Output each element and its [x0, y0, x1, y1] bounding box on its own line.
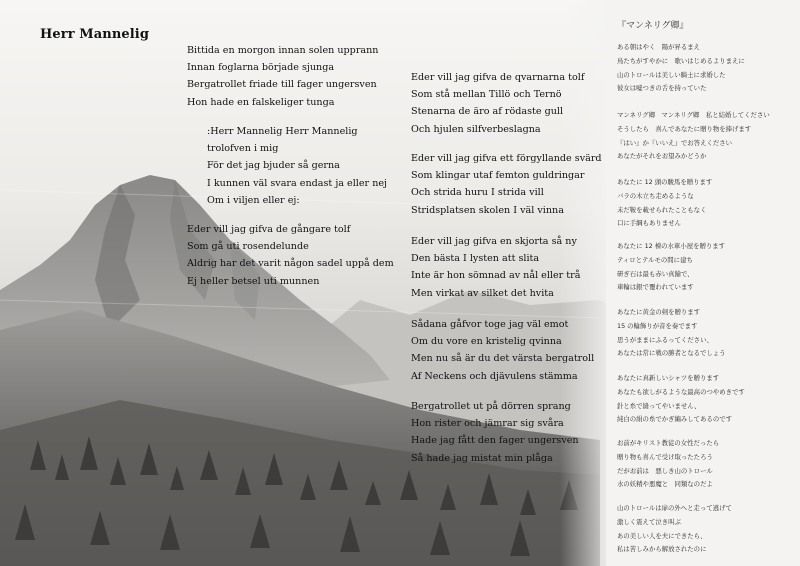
jp-verse-line: そうしたら 喜んであなたに贈り物を捧げます [617, 124, 752, 133]
verse-line: Om i viljen eller ej: [207, 194, 300, 206]
jp-verse-line: 純白の絹の糸でかぎ編みしてあるのです [617, 415, 733, 424]
middle-stanza-1 [411, 69, 584, 138]
middle-stanza-4 [411, 316, 594, 385]
jp-verse-line: マンネリグ卿 マンネリグ卿 私と結婚してください [617, 111, 770, 119]
japanese-stanza-2 [617, 109, 770, 164]
verse-line: Inte är hon sömnad av nål eller trå [411, 270, 581, 282]
japanese-stanza-7 [617, 437, 719, 492]
japanese-stanza-4 [617, 240, 725, 295]
verse-line: Och hjulen silfverbeslagna [411, 123, 541, 135]
jp-verse-line: 私は苦しみから解放されたのに [617, 545, 707, 554]
middle-stanza-2 [411, 150, 602, 219]
verse-line: Den bästa I lysten att slita [411, 253, 540, 265]
jp-verse-line: あなたに 12 頭の駿馬を贈ります [617, 178, 713, 186]
jp-verse-line: 『はい』か『いいえ』でお答えください [617, 138, 733, 147]
verse-line: Eder vill jag gifva ett förgyllande svärd [411, 153, 602, 164]
japanese-stanza-8 [617, 502, 732, 557]
middle-stanza-5 [411, 398, 579, 467]
jp-verse-line: ティロとテルモの間に建ち [617, 255, 693, 264]
japanese-stanza-5 [617, 306, 726, 361]
jp-verse-line: 水の妖精や悪魔と 同類なのだよ [617, 480, 713, 489]
jp-verse-line: あなたも欲しがるような最高のつやめきです [617, 387, 745, 396]
jp-verse-line: 鳥たちがすやかに 歌いはじめるよりまえに [617, 56, 745, 65]
verse-line: Så hade jag mistat min plåga [411, 452, 553, 464]
japanese-stanza-6 [617, 372, 745, 427]
jp-verse-line: お前がキリスト教徒の女性だったら [617, 439, 720, 447]
jp-verse-line: 未だ鞍を載せられたこともなく [617, 205, 707, 214]
verse-line: För det jag bjuder så gerna [207, 160, 340, 172]
verse-line: Bittida en morgon innan solen upprann [187, 45, 379, 56]
jp-verse-line: 思うがままにふるってください、 [617, 335, 713, 344]
verse-line: :Herr Mannelig Herr Mannelig [207, 126, 358, 137]
jp-verse-line: 彼女は嘘つきの舌を持っていた [617, 84, 707, 93]
jp-verse-line: ある朝はやく 陽が昇るまえ [617, 43, 701, 51]
jp-verse-line: あなたに 12 棟の水車小屋を贈ります [617, 242, 726, 250]
jp-verse-line: 口に手綱もありません [617, 219, 681, 228]
japanese-stanza-3 [617, 176, 712, 231]
jp-verse-line: バラの木立ち走めるような [617, 191, 694, 200]
verse-line: Ej heller betsel uti munnen [187, 275, 320, 287]
verse-line: Hon rister och jämrar sig svåra [411, 418, 564, 430]
jp-verse-line: だがお前は 悪しき山のトロール [617, 466, 713, 475]
jp-verse-line: 15 の輪飾りが音を奏でます [617, 321, 698, 330]
verse-line: Men virkat av silket det hvita [411, 287, 554, 299]
verse-line: Som gå uti rosendelunde [187, 241, 309, 253]
jp-verse-line: 針と糸で縫ってやいません、 [617, 401, 701, 410]
verse-line: Hade jag fått den fager ungersven [411, 435, 579, 447]
jp-verse-line: 山のトロールは美しい騎士に求婚した [617, 70, 726, 79]
jp-verse-line: あなたは常に戦の勝者となるでしょう [617, 349, 726, 358]
verse-line: Men nu så är du det värsta bergatroll [411, 353, 595, 365]
verse-line: Stridsplatsen skolen I väl vinna [411, 204, 564, 216]
verse-line: Af Neckens och djävulens stämma [411, 370, 578, 382]
jp-verse-line: 研ぎ石は最も赤い真鍮で、 [617, 269, 694, 278]
verse-line: Som klingar utaf femton guldringar [411, 170, 585, 182]
verse-line: I kunnen väl svara endast ja eller nej [207, 177, 388, 189]
verse-line: Stenarna de äro af rödaste gull [411, 106, 564, 118]
verse-line: Som stå mellan Tillö och Ternö [411, 89, 562, 101]
middle-stanza-3 [411, 233, 580, 302]
jp-verse-line: 山のトロールは扉の外へと走って逃げて [617, 504, 732, 512]
verse-line: Bergatrollet ut på dörren sprang [411, 401, 571, 412]
verse-line: Eder vill jag gifva de gångare tolf [187, 224, 351, 235]
verse-line: trolofven i mig [207, 143, 279, 155]
poem-title: Herr Mannelig [40, 27, 150, 42]
japanese-stanza-1 [617, 41, 745, 96]
jp-verse-line: あなたに黄金の剣を贈ります [617, 308, 701, 316]
left-stanza-1 [187, 42, 379, 111]
verse-line: Aldrig har det varit någon sadel uppå dem [187, 258, 394, 270]
jp-verse-line: 贈り物も喜んで受け取ったたろう [617, 452, 713, 461]
left-stanza-refrain [207, 123, 387, 209]
jp-verse-line: あの美しい人を夫にできたら、 [617, 531, 707, 540]
verse-line: Och strida huru I strida vill [411, 187, 544, 199]
left-stanza-3 [187, 221, 394, 290]
jp-verse-line: 激しく震えて泣き叫ぶ [617, 517, 681, 526]
verse-line: Om du vore en kristelig qvinna [411, 336, 562, 348]
verse-line: Innan foglarna började sjunga [187, 62, 335, 74]
jp-verse-line: あなたに真新しいシャツを贈ります [617, 374, 720, 382]
verse-line: Eder vill jag gifva de qvarnarna tolf [411, 72, 585, 83]
verse-line: Eder vill jag gifva en skjorta så ny [411, 236, 577, 247]
japanese-title: 『マンネリグ卿』 [617, 21, 689, 31]
jp-verse-line: あなたがそれをお望みかどうか [617, 152, 707, 161]
verse-line: Sådana gåfvor toge jag väl emot [411, 319, 569, 330]
verse-line: Hon hade en falskeliger tunga [187, 96, 335, 108]
verse-line: Bergatrollet friade till fager ungersven [187, 79, 377, 91]
jp-verse-line: 車輪は銀で覆われています [617, 283, 694, 292]
